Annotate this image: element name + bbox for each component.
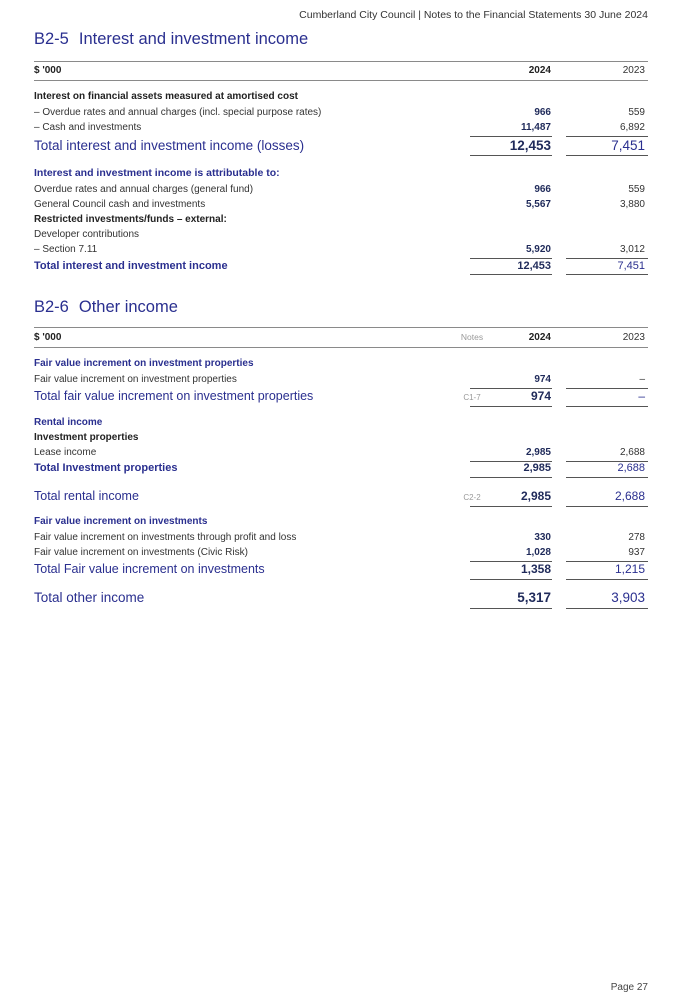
value-2023: 2,688 — [617, 462, 645, 474]
row-label: Fair value increment on investments through profit and loss — [34, 532, 297, 543]
subheading-row — [34, 91, 648, 107]
grand-total-row — [34, 590, 648, 608]
total-rule — [470, 274, 552, 275]
subtotal-rule — [470, 258, 552, 259]
total-rule — [566, 274, 648, 275]
value-2024: 2,985 — [523, 462, 551, 474]
divider — [34, 347, 648, 348]
value-2024: 2,985 — [525, 447, 551, 458]
subheading-row — [34, 516, 648, 532]
value-2024: 1,358 — [520, 562, 551, 576]
row-label: – Cash and investments — [34, 122, 142, 133]
section-title-b2-6 — [34, 298, 178, 317]
subheading-row — [34, 214, 648, 230]
table-row — [34, 107, 648, 123]
row-label: – Section 7.11 — [34, 244, 98, 255]
value-2023: 937 — [628, 547, 645, 558]
value-2024: 2,985 — [520, 489, 551, 503]
value-2024: 330 — [534, 532, 551, 543]
subheading-row — [34, 167, 648, 183]
value-2023: 559 — [628, 107, 645, 118]
row-label: Fair value increment on investments (Civic Risk) — [34, 547, 248, 558]
value-2023: 278 — [628, 532, 645, 543]
page-header: Cumberland City Council | Notes to the Financial Statements 30 June 2024 — [299, 9, 648, 21]
row-label: Developer contributions — [34, 229, 140, 240]
total-row — [34, 138, 648, 156]
row-label: General Council cash and investments — [34, 199, 206, 210]
subheading-row — [34, 432, 648, 448]
row-label: Total other income — [34, 590, 145, 605]
value-2023: 3,012 — [619, 244, 645, 255]
total-rule — [566, 608, 648, 609]
row-label: Investment properties — [34, 432, 139, 443]
row-label: Overdue rates and annual charges (general fund) — [34, 184, 254, 195]
row-label: Fair value increment on investment properties — [34, 374, 237, 385]
row-label: Lease income — [34, 447, 97, 458]
value-2023: – — [639, 374, 645, 385]
value-2024: 11,487 — [520, 122, 551, 133]
total-rule — [470, 406, 552, 407]
table-row — [34, 229, 648, 245]
row-label: Rental income — [34, 417, 103, 428]
table-row — [34, 122, 648, 138]
value-2024: 966 — [534, 184, 551, 195]
table-row — [34, 547, 648, 563]
value-2023: 2,688 — [619, 447, 645, 458]
row-label: Restricted investments/funds – external: — [34, 214, 227, 225]
subtotal-rule — [566, 136, 648, 137]
total-row — [34, 489, 648, 507]
value-2023: 1,215 — [614, 562, 645, 576]
value-2024: 5,920 — [525, 244, 551, 255]
table-row — [34, 532, 648, 548]
total-rule — [470, 579, 552, 580]
value-2024: 974 — [530, 389, 551, 403]
table-row — [34, 184, 648, 200]
table-row — [34, 244, 648, 260]
section-heading: Other income — [78, 298, 178, 316]
row-label: Total interest and investment income (losses) — [34, 138, 305, 153]
column-header-row — [34, 65, 648, 81]
total-rule — [566, 477, 648, 478]
value-2023: 3,880 — [619, 199, 645, 210]
value-2023: 6,892 — [619, 122, 645, 133]
notes-header: Notes — [460, 332, 484, 342]
total-row — [34, 389, 648, 407]
row-label: Total interest and investment income — [34, 260, 228, 272]
year-2023-header: 2023 — [622, 65, 645, 76]
value-2024: 1,028 — [525, 547, 551, 558]
row-label: Total Fair value increment on investments — [34, 562, 265, 576]
total-rule — [470, 506, 552, 507]
total-row — [34, 462, 648, 478]
unit-header: $ '000 — [34, 332, 62, 343]
total-rule — [566, 155, 648, 156]
value-2024: 966 — [534, 107, 551, 118]
row-label: Interest on financial assets measured at amortised cost — [34, 91, 298, 102]
value-2024: 974 — [534, 374, 551, 385]
section-number: B2-5 — [34, 30, 69, 48]
subheading-row — [34, 358, 648, 374]
subtotal-rule — [566, 258, 648, 259]
year-2023-header: 2023 — [622, 332, 645, 343]
unit-header: $ '000 — [34, 65, 62, 76]
row-label: – Overdue rates and annual charges (incl. special purpose rates) — [34, 107, 322, 118]
section-heading: Interest and investment income — [78, 30, 309, 48]
total-rule — [470, 155, 552, 156]
value-2023: 2,688 — [614, 489, 645, 503]
value-2024: 5,317 — [517, 590, 551, 605]
value-2023: 3,903 — [611, 590, 645, 605]
table-row — [34, 447, 648, 463]
total-rule — [566, 579, 648, 580]
row-label: Total fair value increment on investment properties — [34, 389, 314, 403]
total-rule — [470, 608, 552, 609]
row-label: Interest and investment income is attributable to: — [34, 167, 280, 179]
value-2024: 12,453 — [517, 260, 551, 272]
table-row — [34, 199, 648, 215]
year-2024-header: 2024 — [528, 332, 551, 343]
value-2023: 559 — [628, 184, 645, 195]
table-row — [34, 374, 648, 390]
total-row — [34, 260, 648, 276]
value-2023: 7,451 — [617, 260, 645, 272]
row-label: Total rental income — [34, 489, 139, 503]
note-ref: C1-7 — [463, 393, 481, 402]
section-number: B2-6 — [34, 298, 69, 316]
total-rule — [566, 406, 648, 407]
year-2024-header: 2024 — [528, 65, 551, 76]
page-number: Page 27 — [610, 982, 648, 993]
divider — [34, 80, 648, 81]
total-rule — [470, 477, 552, 478]
value-2024: 12,453 — [509, 138, 551, 153]
value-2023: – — [638, 389, 645, 403]
total-rule — [566, 506, 648, 507]
row-label: Total Investment properties — [34, 462, 178, 474]
value-2024: 5,567 — [525, 199, 551, 210]
section-title-b2-5 — [34, 30, 308, 49]
total-row — [34, 562, 648, 580]
divider — [34, 327, 648, 328]
subtotal-rule — [470, 136, 552, 137]
note-ref: C2-2 — [463, 493, 481, 502]
subheading-row — [34, 417, 648, 433]
value-2023: 7,451 — [611, 138, 645, 153]
row-label: Fair value increment on investments — [34, 516, 208, 527]
divider — [34, 61, 648, 62]
column-header-row — [34, 332, 648, 348]
row-label: Fair value increment on investment properties — [34, 358, 254, 369]
